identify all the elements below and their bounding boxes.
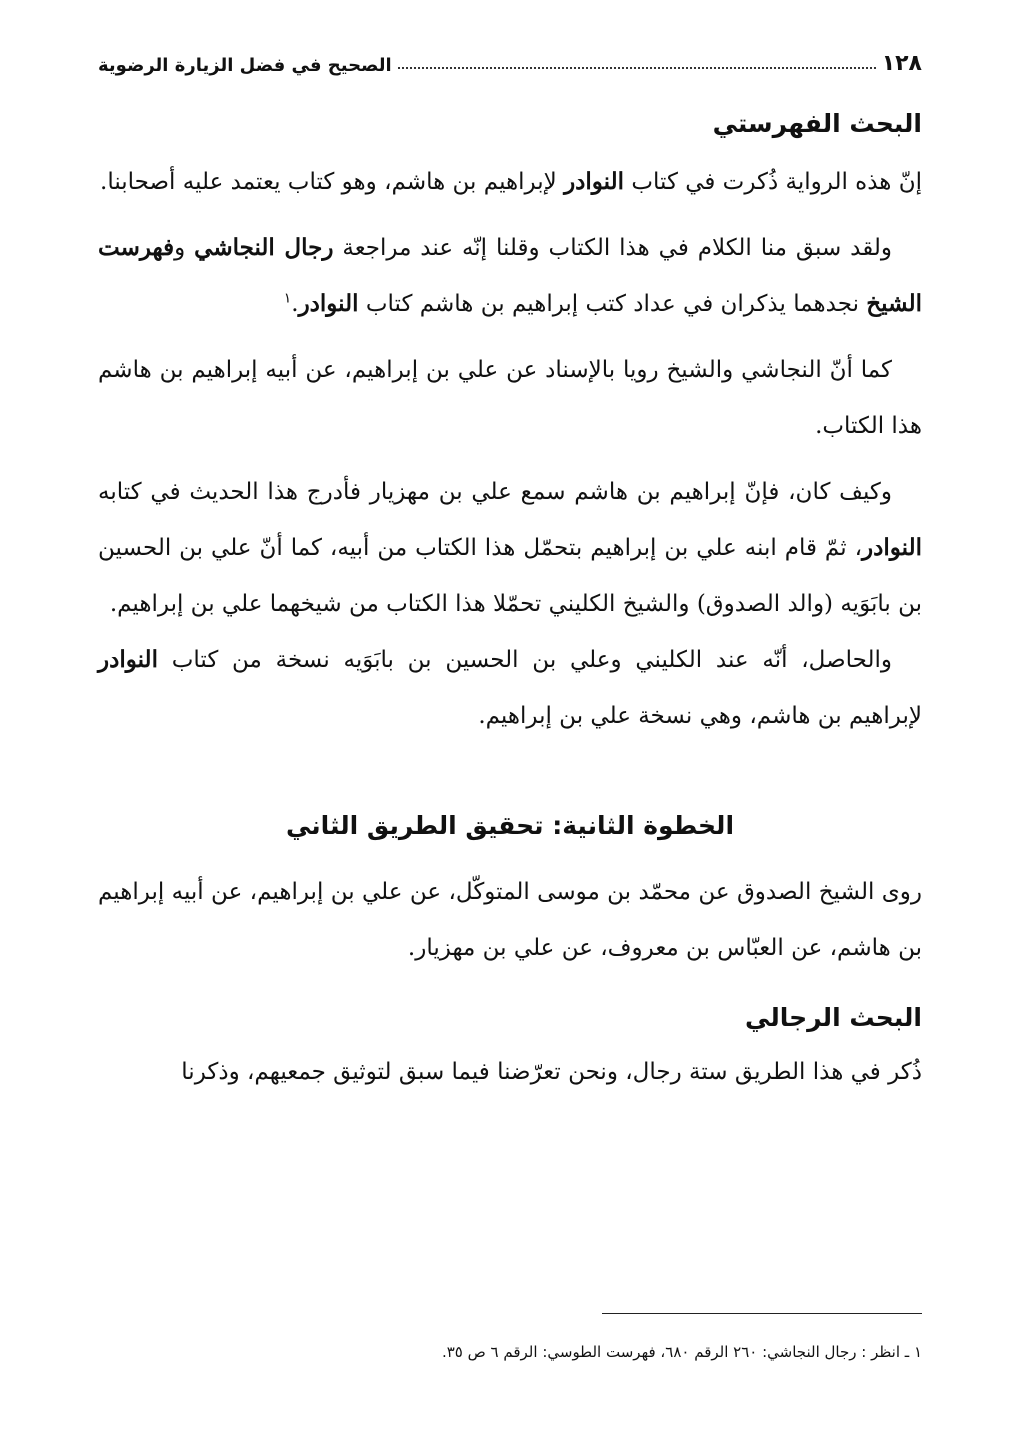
- book-name: النوادر: [98, 646, 158, 673]
- paragraph-3: كما أنّ النجاشي والشيخ رويا بالإسناد عن علي بن إبراهيم، عن أبيه إبراهيم بن هاشم هذا الكتاب.: [98, 357, 922, 439]
- paragraph-1: [98, 154, 922, 210]
- text-run: وكيف كان، فإنّ إبراهيم بن هاشم سمع علي بن مهزيار فأدرج هذا الحديث في كتابه: [98, 479, 892, 505]
- book-name: النوادر: [862, 534, 922, 561]
- paragraph-2: [98, 220, 922, 332]
- text-run: نجدهما يذكران في عداد كتب إبراهيم بن هاشم كتاب: [358, 291, 867, 317]
- section-heading-second-path: الخطوة الثانية: تحقيق الطريق الثاني: [285, 811, 735, 840]
- text-run: و: [174, 235, 195, 261]
- text-run: لإبراهيم بن هاشم، وهو كتاب يعتمد عليه أصحابنا.: [100, 169, 565, 195]
- paragraph-7: ذُكر في هذا الطريق ستة رجال، ونحن تعرّضنا فيما سبق لتوثيق جمعيهم، وذكرنا: [181, 1059, 922, 1085]
- footnote-divider: [602, 1313, 922, 1314]
- book-name: النوادر: [298, 290, 359, 317]
- text-run: ، ثمّ قام ابنه علي بن إبراهيم بتحمّل هذا الكتاب من أبيه، كما أنّ علي بن الحسين بن بابَوَيه (والد الصدوق) والشيخ الكليني تحمّلا هذا الكتاب من شيخهما علي بن إبراهيم.: [98, 535, 922, 617]
- paragraph-6: روى الشيخ الصدوق عن محمّد بن موسى المتوكّل، عن علي بن إبراهيم، عن أبيه إبراهيم بن هاشم، عن العبّاس بن معروف، عن علي بن مهزيار.: [98, 879, 922, 961]
- book-title: الصحيح في فضل الزيارة الرضوية: [98, 55, 392, 76]
- section-heading-narrators-research: البحث الرجالي: [745, 1003, 922, 1032]
- book-name: رجال النجاشي: [194, 234, 334, 261]
- page-number: ١٢٨: [881, 51, 922, 76]
- book-name: النوادر: [564, 168, 625, 195]
- dotted-leader: [398, 67, 876, 69]
- paragraph-5: [98, 632, 922, 744]
- section-heading-index-research: البحث الفهرستي: [712, 109, 922, 138]
- text-run: والحاصل، أنّه عند الكليني وعلي بن الحسين بن بابَوَيه نسخة من كتاب: [157, 647, 892, 673]
- text-run: لإبراهيم بن هاشم، وهي نسخة علي بن إبراهيم.: [478, 703, 922, 729]
- footnote: ١ ـ انظر : رجال النجاشي: ٢٦٠ الرقم ٦٨٠، فهرست الطوسي: الرقم ٦ ص ٣٥.: [441, 1343, 922, 1361]
- text-run: ولقد سبق منا الكلام في هذا الكتاب وقلنا إنّه عند مراجعة: [333, 235, 892, 261]
- page-body: [98, 104, 922, 1100]
- running-header: [98, 40, 922, 76]
- book-name: فهرست الشيخ: [98, 234, 922, 317]
- text-run: .: [291, 291, 299, 317]
- footnote-marker[interactable]: ١: [283, 290, 292, 307]
- paragraph-4: [98, 464, 922, 632]
- text-run: إنّ هذه الرواية ذُكرت في كتاب: [624, 169, 922, 195]
